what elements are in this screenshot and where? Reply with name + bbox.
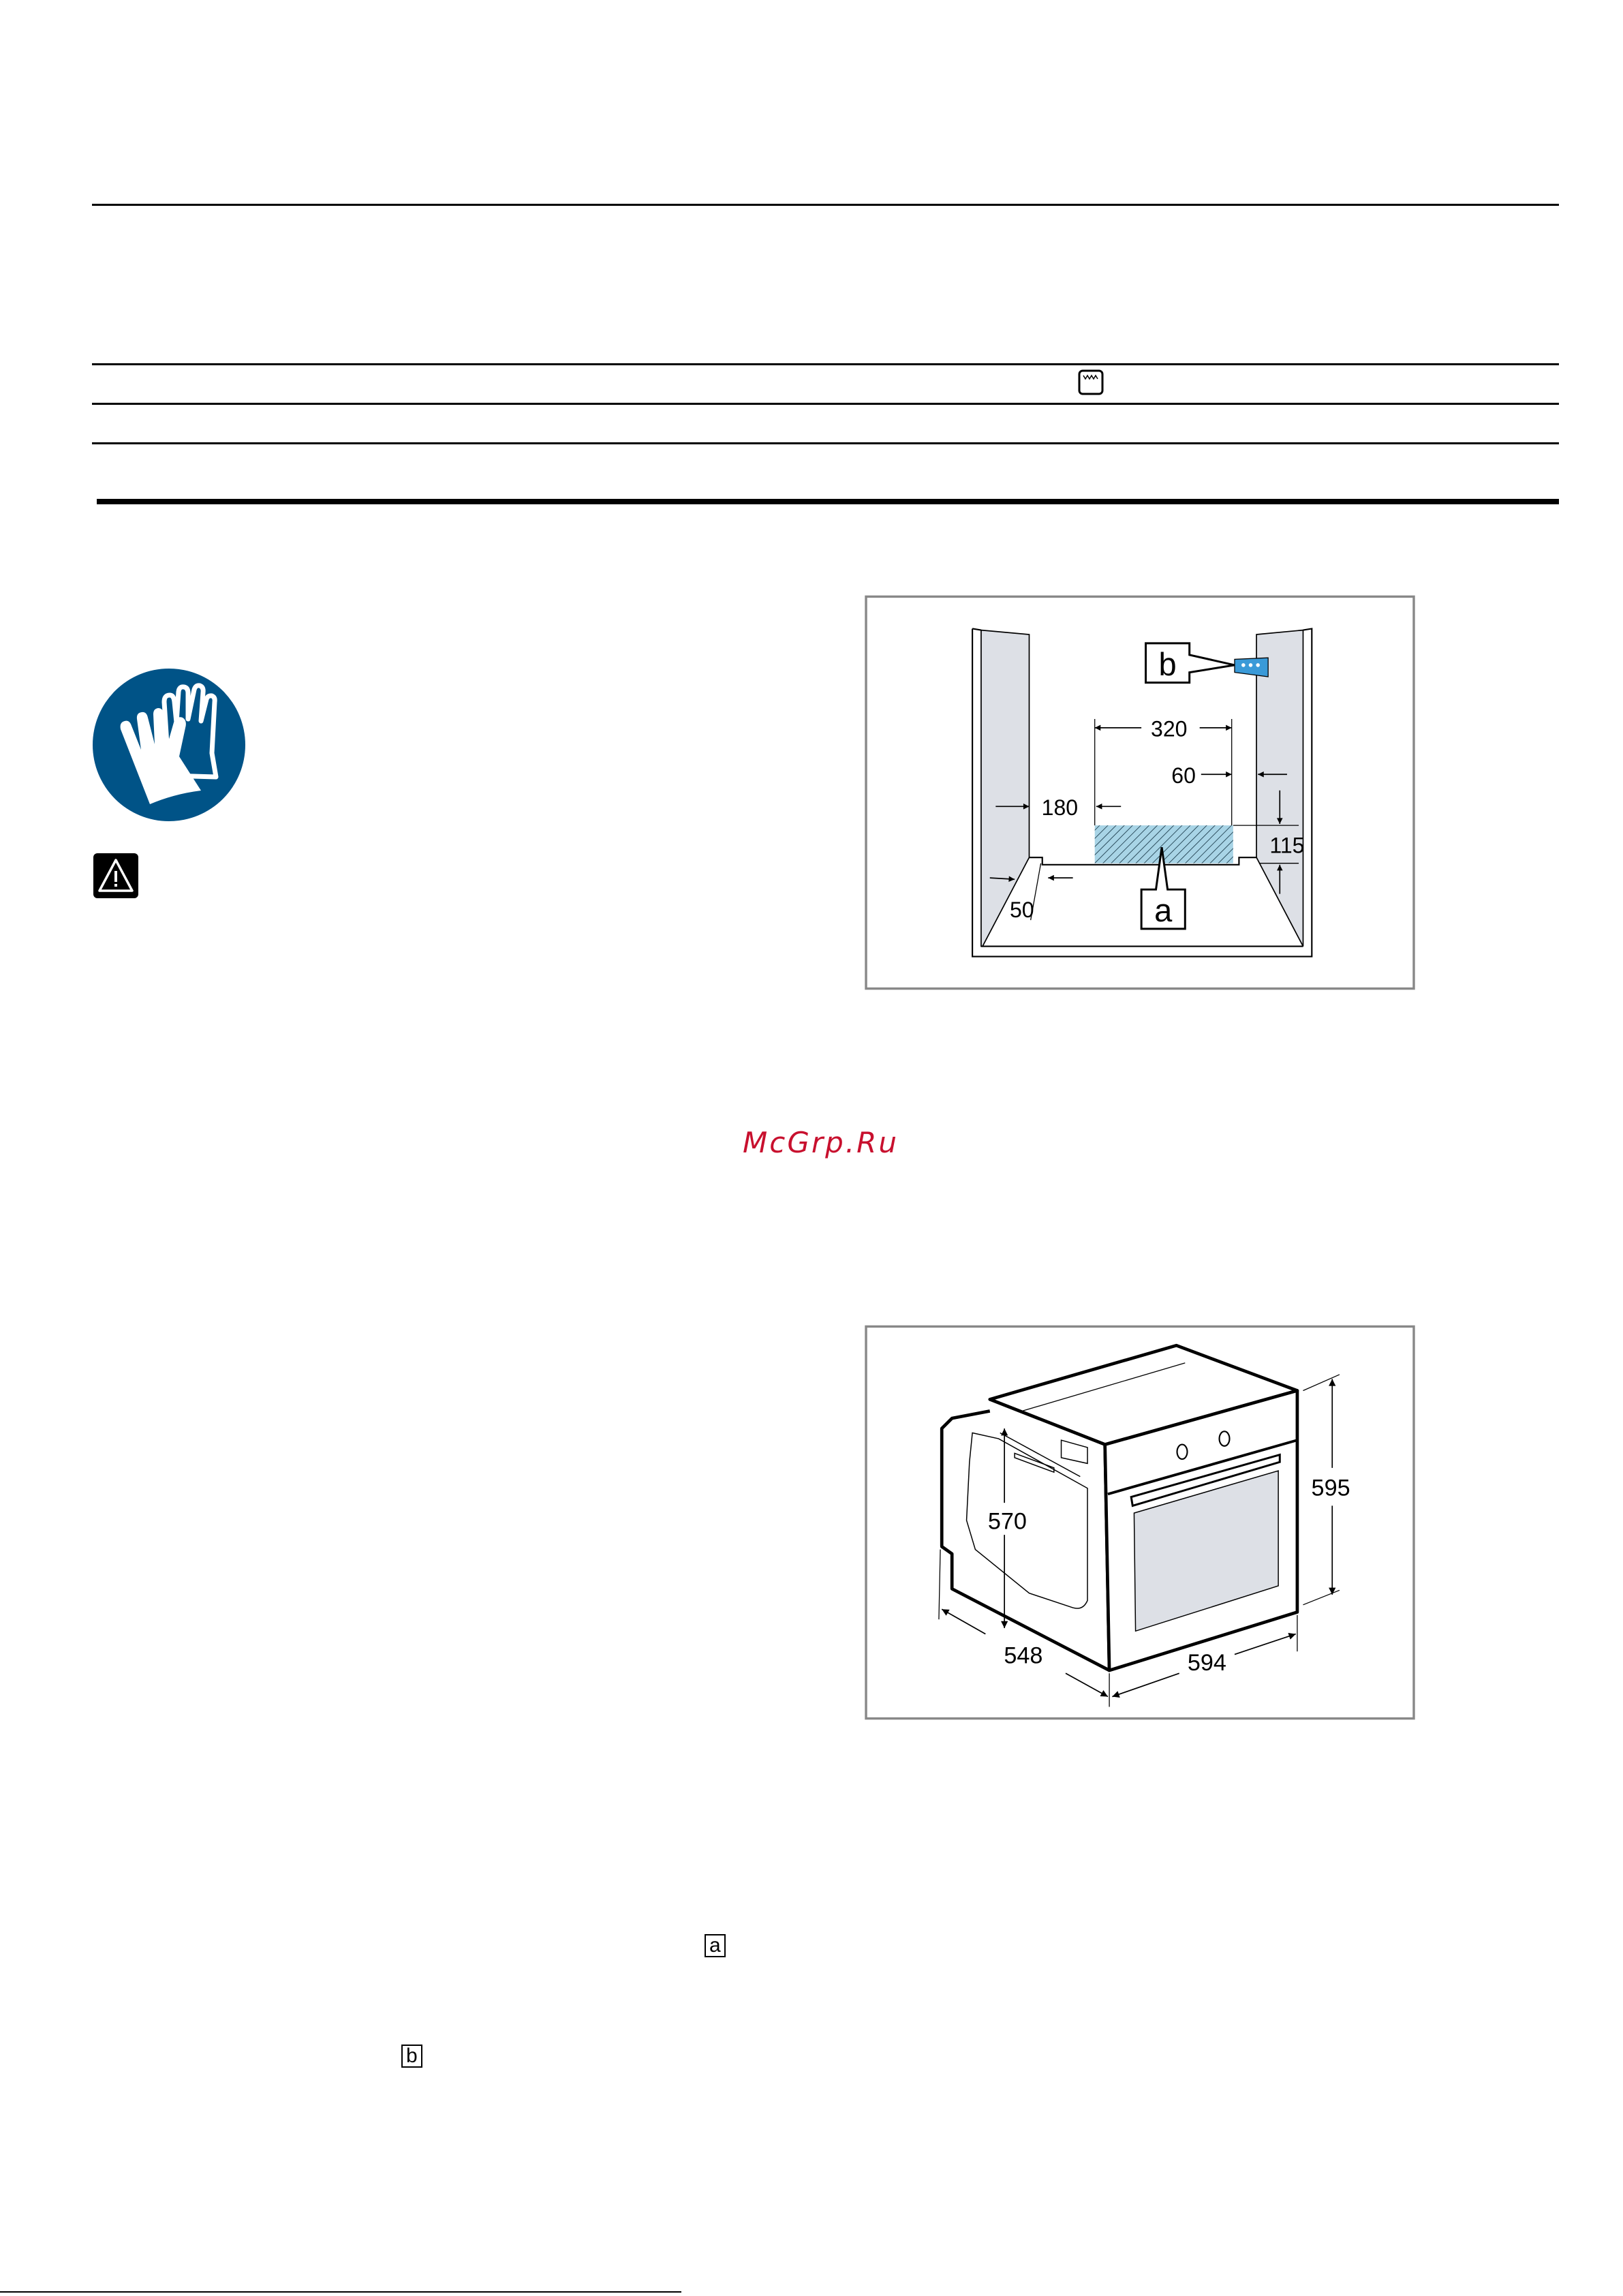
- oven-knob: [1177, 1445, 1188, 1459]
- dimension-548: 548: [1004, 1642, 1043, 1669]
- callout-b: b: [1158, 645, 1177, 682]
- dimension-594: 594: [1187, 1650, 1226, 1677]
- figure-frame: [866, 596, 1414, 988]
- dimension-595: 595: [1311, 1475, 1350, 1501]
- dimension-180: 180: [1041, 795, 1079, 821]
- cabinet-installation-figure: [861, 592, 1419, 993]
- dimension-60: 60: [1171, 763, 1196, 789]
- rule-table-1: [92, 363, 1559, 365]
- warning-triangle-icon: [93, 853, 138, 898]
- oven-knob: [1220, 1431, 1230, 1445]
- rule-table-3: [92, 442, 1559, 444]
- inline-label-b: b: [401, 2045, 422, 2068]
- inline-label-a: a: [705, 1934, 726, 1957]
- dimension-115: 115: [1269, 833, 1305, 858]
- section-rule: [97, 499, 1559, 504]
- dimension-570: 570: [987, 1508, 1027, 1535]
- rule-table-2: [92, 403, 1559, 405]
- callout-a: a: [1154, 892, 1173, 929]
- oven-dimensions-figure: [861, 1322, 1419, 1723]
- oven-icon: [1078, 369, 1104, 395]
- dimension-50: 50: [1009, 897, 1034, 922]
- watermark: McGrp.Ru: [743, 1126, 899, 1159]
- rule-top: [92, 204, 1559, 206]
- dimension-320: 320: [1151, 716, 1188, 741]
- gloves-mandatory-icon: [92, 668, 246, 822]
- footer-rule: [0, 2291, 681, 2293]
